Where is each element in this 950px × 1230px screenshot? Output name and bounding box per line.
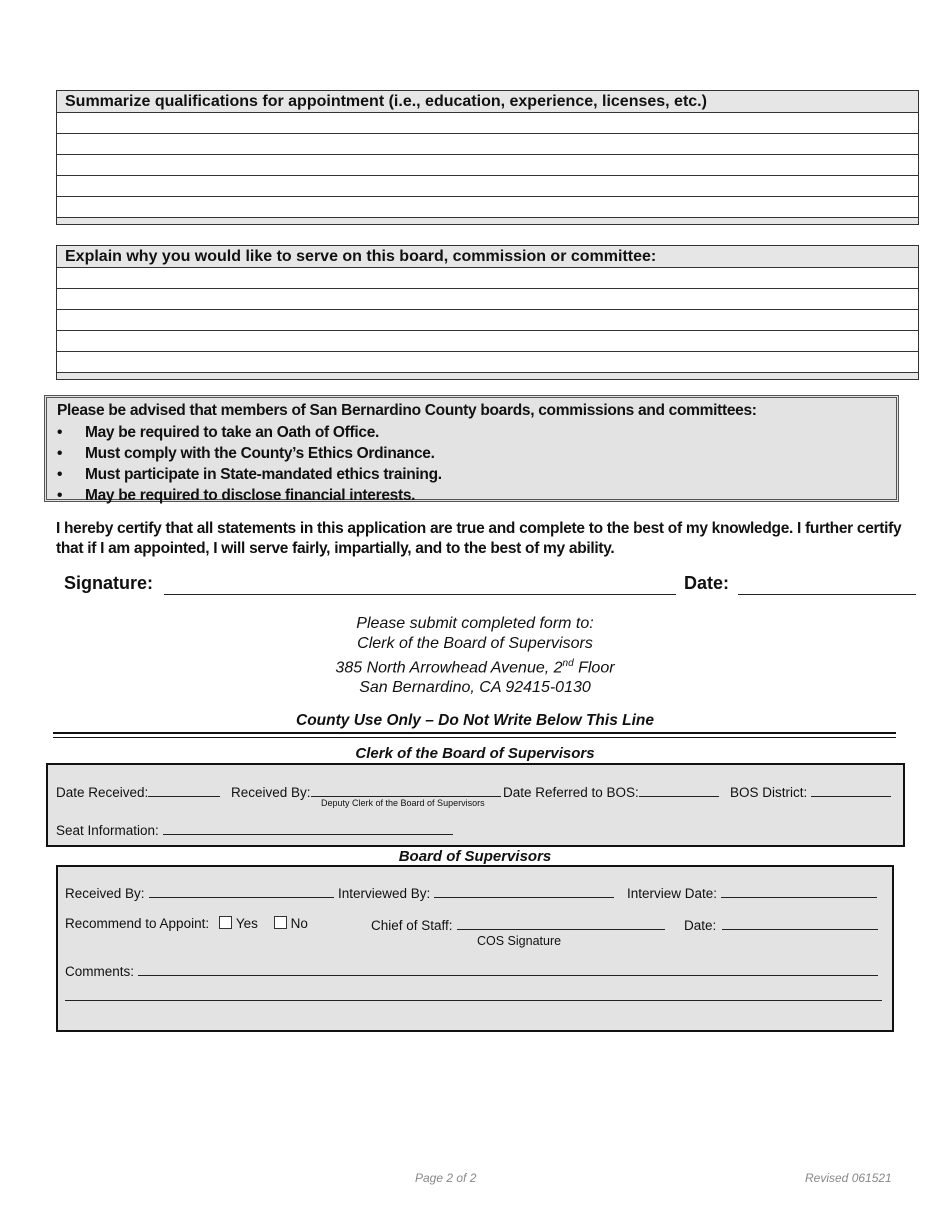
date-label: Date: — [684, 573, 730, 593]
reason-line-2[interactable] — [57, 289, 918, 310]
yes-checkbox[interactable] — [219, 916, 232, 929]
no-label: No — [290, 916, 308, 931]
notice-item-text: May be required to disclose financial interests. — [85, 487, 416, 504]
date-received-label: Date Received: — [56, 785, 149, 800]
notice-item — [57, 422, 896, 443]
recommend-label: Recommend to Appoint: — [65, 916, 210, 931]
reason-line-3[interactable] — [57, 310, 918, 331]
reason-line-4[interactable] — [57, 331, 918, 352]
comments-label: Comments: — [65, 964, 135, 979]
notice-title: Please be advised that members of San Bernardino County boards, commissions and committees: — [57, 402, 757, 419]
bos-date-label: Date: — [684, 918, 717, 933]
submit-line-2: Clerk of the Board of Supervisors — [357, 635, 593, 652]
notice-item — [57, 443, 896, 464]
qualifications-section — [56, 90, 919, 225]
seat-information-label: Seat Information: — [56, 823, 159, 838]
county-use-divider — [53, 732, 896, 738]
signature-label: Signature: — [64, 573, 154, 593]
reason-footer-strip — [57, 373, 918, 379]
reason-heading: Explain why you would like to serve on this board, commission or committee: — [57, 246, 918, 268]
chief-of-staff-field[interactable] — [371, 916, 665, 933]
qualifications-footer-strip — [57, 218, 918, 224]
notice-item-text: Must comply with the County’s Ethics Ordinance. — [85, 445, 435, 462]
date-field[interactable] — [738, 594, 916, 595]
page-number: Page 2 of 2 — [415, 1171, 477, 1185]
chief-of-staff-label: Chief of Staff: — [371, 918, 453, 933]
qualifications-heading: Summarize qualifications for appointment (i.e., education, experience, licenses, etc.) — [57, 91, 918, 113]
qualifications-line-2[interactable] — [57, 134, 918, 155]
bullet-icon: • — [57, 487, 63, 504]
county-use-only-heading: County Use Only – Do Not Write Below This Line — [296, 712, 654, 729]
submit-instructions — [0, 614, 950, 698]
certification-statement: I hereby certify that all statements in this application are true and complete to the best of my knowledge. I further certify that if I am appointed, I will serve fairly, impartially, and to the best of my ability. — [56, 520, 902, 557]
notice-list — [57, 422, 896, 506]
qualifications-line-1[interactable] — [57, 113, 918, 134]
address-floor-suffix: nd — [562, 658, 574, 669]
bos-date-field[interactable] — [684, 916, 878, 933]
address-street: 385 North Arrowhead Avenue, 2 — [335, 659, 563, 677]
date-referred-label: Date Referred to BOS: — [503, 785, 639, 800]
bos-received-by-field[interactable] — [65, 884, 334, 901]
bos-received-by-label: Received By: — [65, 886, 145, 901]
clerk-section-title: Clerk of the Board of Supervisors — [355, 745, 595, 762]
revision-date: Revised 061521 — [805, 1171, 892, 1185]
qualifications-line-5[interactable] — [57, 197, 918, 218]
submit-line-3 — [0, 654, 950, 678]
comments-line-2[interactable] — [65, 1000, 882, 1001]
yes-label: Yes — [235, 916, 258, 931]
submit-line-1: Please submit completed form to: — [356, 615, 594, 632]
reason-line-1[interactable] — [57, 268, 918, 289]
date-referred-field[interactable] — [503, 783, 719, 800]
submit-line-4: San Bernardino, CA 92415-0130 — [359, 679, 591, 697]
date-received-field[interactable] — [56, 783, 220, 800]
notice-item — [57, 464, 896, 485]
seat-information-field[interactable] — [56, 821, 453, 838]
notice-item — [57, 485, 896, 506]
bos-district-label: BOS District: — [730, 785, 808, 800]
bullet-icon: • — [57, 466, 63, 483]
bullet-icon: • — [57, 445, 63, 462]
reason-section — [56, 245, 919, 380]
bullet-icon: • — [57, 424, 63, 441]
interview-date-field[interactable] — [627, 884, 877, 901]
clerk-received-by-label: Received By: — [231, 785, 311, 800]
interviewed-by-label: Interviewed By: — [338, 886, 431, 901]
qualifications-line-4[interactable] — [57, 176, 918, 197]
interviewed-by-field[interactable] — [338, 884, 614, 901]
address-floor: Floor — [573, 659, 615, 677]
deputy-clerk-caption: Deputy Clerk of the Board of Supervisors — [321, 798, 485, 808]
signature-field[interactable] — [164, 594, 676, 595]
recommend-field — [65, 916, 308, 931]
notice-item-text: May be required to take an Oath of Office. — [85, 424, 380, 441]
bos-district-field[interactable] — [730, 783, 891, 800]
bos-section-title: Board of Supervisors — [398, 848, 552, 865]
no-checkbox[interactable] — [274, 916, 287, 929]
advisory-notice — [44, 395, 899, 502]
interview-date-label: Interview Date: — [627, 886, 718, 901]
qualifications-line-3[interactable] — [57, 155, 918, 176]
notice-item-text: Must participate in State-mandated ethics training. — [85, 466, 442, 483]
comments-field[interactable] — [65, 962, 878, 979]
reason-line-5[interactable] — [57, 352, 918, 373]
cos-signature-caption: COS Signature — [477, 934, 562, 948]
